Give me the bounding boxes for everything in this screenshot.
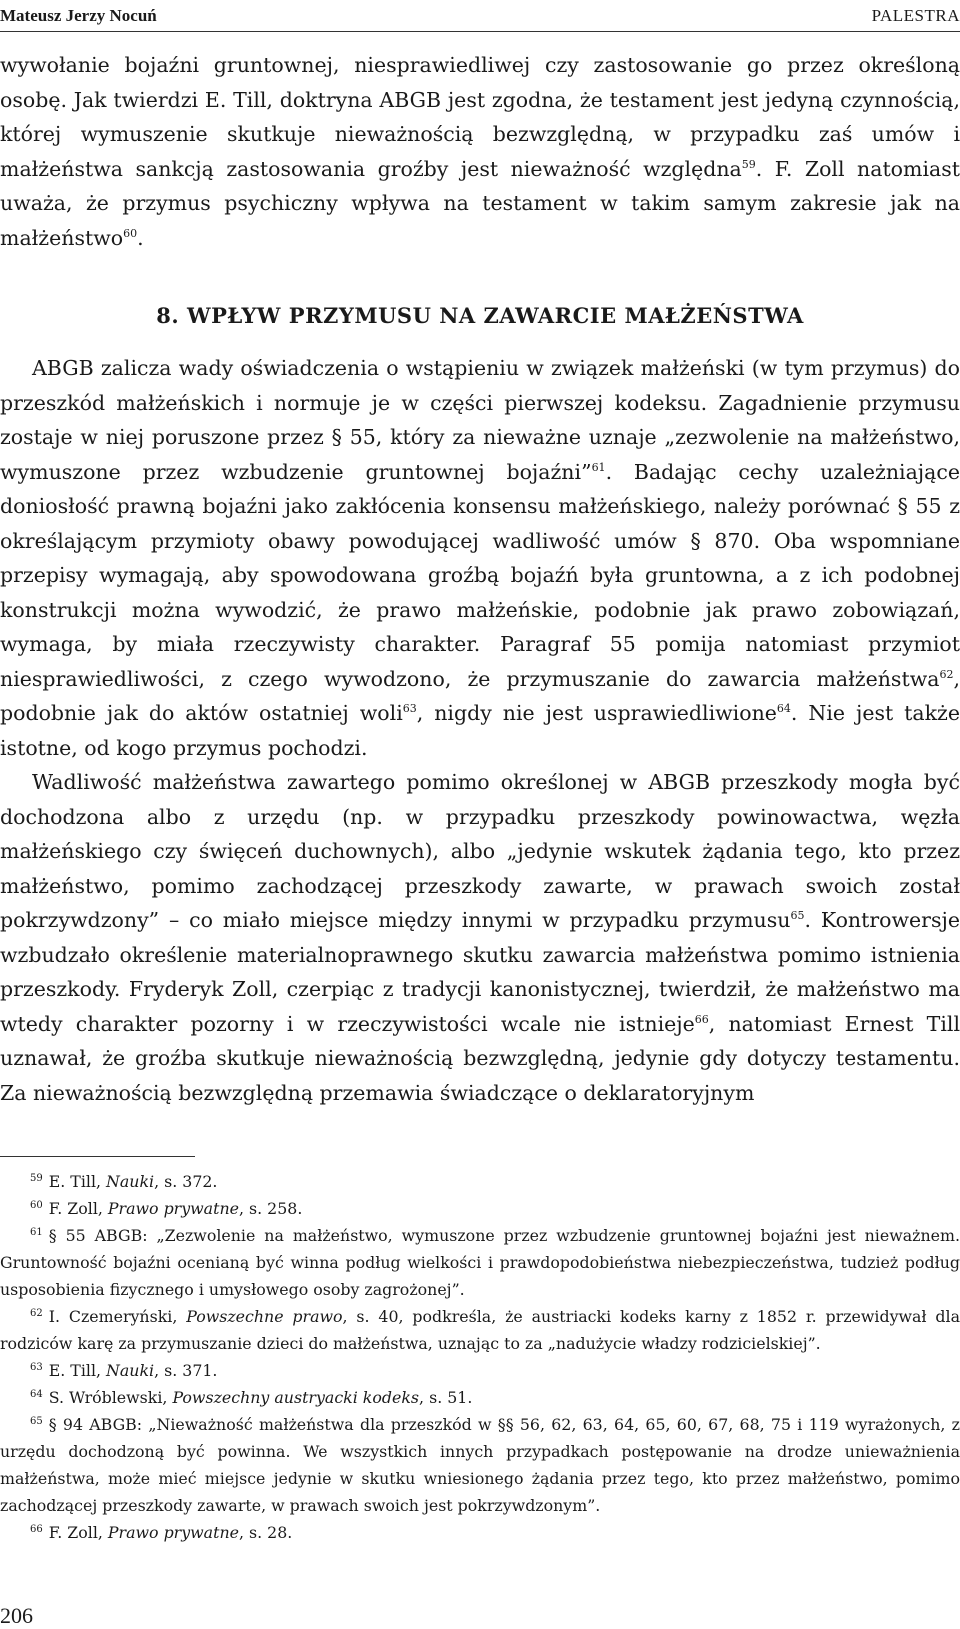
paragraph-1 <box>0 48 960 255</box>
footnote-number: 59 <box>30 1172 43 1184</box>
footnote-number: 64 <box>30 1388 43 1400</box>
header-journal: PALESTRA <box>871 6 960 25</box>
paragraph-3 <box>0 765 960 1110</box>
text-span: Wadliwość małżeństwa zawartego pomimo określonej w ABGB przeszkody mogła być dochodzona albo z urzędu (np. w przypadku przeszkody powinowactwa, węzła małżeńskiego czy święceń duchownych), albo „jedynie wskutek żądania tego, kto przez małżeństwo, pomimo zachodzącej przeszkody zawarte, w prawach swoich został pokrzywdzony” – co miało miejsce między innymi w przypadku przymusu <box>0 770 960 932</box>
footnote-66 <box>0 1519 960 1546</box>
footnote-number: 63 <box>30 1361 43 1373</box>
text-span: . F. Zoll natomiast uważa, że przymus psychiczny wpływa na testament w takim samym zakresie jak na małżeństwo <box>0 156 960 250</box>
footnote-text: , s. 40, podkreśla, że austriacki kodeks karny z 1852 r. przewidywał dla rodziców karę za przymuszanie dzieci do małżeństwa, uznając to za „nadużycie władzy rodzicielskiej”. <box>0 1307 960 1353</box>
footnote-64 <box>0 1384 960 1411</box>
footnote-ref-62[interactable]: 62 <box>939 667 954 681</box>
footnote-ref-63[interactable]: 63 <box>402 702 417 716</box>
footnote-number: 66 <box>30 1523 43 1535</box>
text-span: , nigdy nie jest usprawiedliwione <box>416 701 777 725</box>
section-heading: 8. WPŁYW PRZYMUSU NA ZAWARCIE MAŁŻEŃSTWA <box>156 303 804 328</box>
footnote-text: § 55 ABGB: „Zezwolenie na małżeństwo, wymuszone przez wzbudzenie gruntownej bojaźni jest nieważnem. Gruntowność bojaźni ocenianą być winna podług wielkości i prawdopodobieństwa niebezpieczeństwa, tudzież podług usposobienia fizycznego i umysłowego osoby zagrożonej”. <box>0 1226 960 1299</box>
footnote-text: , s. 371. <box>154 1361 218 1380</box>
footnote-ref-64[interactable]: 64 <box>776 702 791 716</box>
text-span: wywołanie bojaźni gruntownej, niesprawiedliwej czy zastosowanie go przez określoną osobę. Jak twierdzi E. Till, doktryna ABGB jest zgodna, że testament jest jedyną czynnością, której wymuszenie skutkuje nieważnością bezwzględną, w przypadku zaś umów i małżeństwa sankcją zastosowania groźby jest nieważność względna <box>0 53 960 181</box>
footnote-63 <box>0 1357 960 1384</box>
footnote-ref-60[interactable]: 60 <box>123 226 138 240</box>
footnote-text: E. Till, <box>48 1361 107 1380</box>
running-header <box>0 6 960 28</box>
footnote-text: , s. 28. <box>238 1523 293 1542</box>
footnote-title: Powszechne prawo <box>186 1307 343 1326</box>
footnote-title: Prawo prywatne <box>107 1523 239 1542</box>
footnote-title: Nauki <box>106 1172 155 1191</box>
text-span: . <box>137 225 144 250</box>
footnote-number: 62 <box>30 1307 43 1319</box>
footnote-title: Nauki <box>106 1361 155 1380</box>
footnote-text: , s. 51. <box>419 1388 473 1407</box>
text-span: , podobnie jak do aktów ostatniej woli <box>0 666 960 725</box>
footnotes <box>0 1168 960 1546</box>
header-rule <box>0 31 960 32</box>
page-number: 206 <box>0 1603 33 1628</box>
footnote-text: I. Czemeryński, <box>48 1307 187 1326</box>
paragraph-2 <box>0 351 960 765</box>
text-span: . Nie jest także istotne, od kogo przymus pochodzi. <box>0 701 960 760</box>
footnote-title: Powszechny austryacki kodeks <box>172 1388 420 1407</box>
footnote-text: S. Wróblewski, <box>48 1388 173 1407</box>
text-span: . Badając cechy uzależniające doniosłość prawną bojaźni jako zakłócenia konsensu małżeńskiego, należy porównać § 55 z określającym przymioty obawy powodującej wadliwość umów § 870. Oba wspomniane przepisy wymagają, aby spowodowana groźbą bojaźń była gruntowna, a z ich podobnej konstrukcji można wywodzić, że prawo małżeńskie, podobnie jak prawo zobowiązań, wymaga, by miała rzeczywisty charakter. Paragraf 55 pomija natomiast przymiot niesprawiedliwości, z czego wywodzono, że przymuszanie do zawarcia małżeństwa <box>0 459 960 691</box>
footnote-61 <box>0 1222 960 1303</box>
footnote-59 <box>0 1168 960 1195</box>
footnote-ref-65[interactable]: 65 <box>790 909 805 923</box>
footnote-text: F. Zoll, <box>48 1199 108 1218</box>
footnote-ref-59[interactable]: 59 <box>741 157 756 171</box>
footnote-rule <box>0 1156 195 1157</box>
text-span: , natomiast Ernest Till uznawał, że groźba skutkuje nieważnością bezwzględną, jedynie gdy dotyczy testamentu. Za nieważnością bezwzględną przemawia świadczące o deklaratoryjnym <box>0 1011 960 1105</box>
text-span: . Kontrowersje wzbudzało określenie materialnoprawnego skutku zawarcia małżeństwa pomimo istnienia przeszkody. Fryderyk Zoll, czerpiąc z tradycji kanonistycznej, twierdził, że małżeństwo ma wtedy charakter pozorny i w rzeczywistości wcale nie istnieje <box>0 908 960 1036</box>
footnote-number: 65 <box>30 1415 43 1427</box>
footnote-62 <box>0 1303 960 1357</box>
header-author: Mateusz Jerzy Nocuń <box>0 6 157 25</box>
text-span: ABGB zalicza wady oświadczenia o wstąpieniu w związek małżeński (w tym przymus) do przeszkód małżeńskich i normuje je w części pierwszej kodeksu. Zagadnienie przymusu zostaje w niej poruszone przez § 55, który za nieważne uznaje „zezwolenie na małżeństwo, wymuszone przez wzbudzenie gruntownej bojaźni” <box>0 356 960 484</box>
footnote-text: E. Till, <box>48 1172 107 1191</box>
footnote-text: F. Zoll, <box>48 1523 108 1542</box>
footnote-65 <box>0 1411 960 1519</box>
main-text <box>0 48 960 1110</box>
footnote-text: § 94 ABGB: „Nieważność małżeństwa dla przeszkód w §§ 56, 62, 63, 64, 65, 60, 67, 68, 75 i 119 wyrażonych, z urzędu dochodzoną być powinna. We wszystkich innych przypadkach postępowanie na drodze unieważnienia małżeństwa, może mieć miejsce jedynie w skutku wniesionego żądania przez tego, kto przez małżeństwo, pomimo zachodzącej przeszkody zawarte, w prawach swoich jest pokrzywdzonym”. <box>0 1415 960 1515</box>
footnote-number: 60 <box>30 1199 43 1211</box>
footnote-60 <box>0 1195 960 1222</box>
footnote-number: 61 <box>30 1226 43 1238</box>
footnote-ref-66[interactable]: 66 <box>694 1012 709 1026</box>
footnote-text: , s. 258. <box>238 1199 303 1218</box>
footnote-ref-61[interactable]: 61 <box>591 460 606 474</box>
footnote-title: Prawo prywatne <box>107 1199 239 1218</box>
footnote-text: , s. 372. <box>154 1172 218 1191</box>
